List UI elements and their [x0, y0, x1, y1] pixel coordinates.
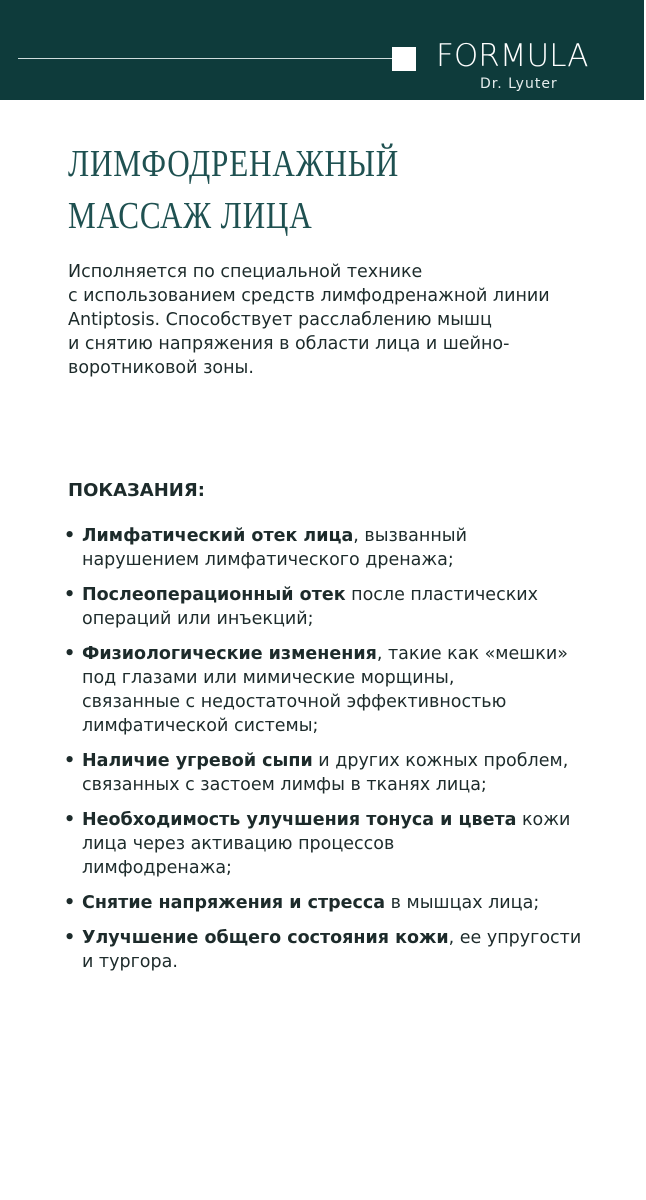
list-item [62, 749, 622, 797]
list-item [62, 926, 622, 974]
item-text: в мышцах лица; [385, 893, 540, 913]
brand-header [0, 0, 644, 100]
bullet-icon: • [64, 585, 76, 605]
item-bold: Лимфатический отек лица [82, 526, 354, 546]
item-bold: Снятие напряжения и стресса [82, 893, 386, 913]
bullet-icon: • [64, 893, 76, 913]
list-item [62, 891, 622, 915]
list-item [62, 583, 622, 631]
item-bold: Послеоперационный отек [82, 585, 346, 605]
brand-logo: FORMULA [436, 38, 589, 74]
indications-list [62, 524, 622, 985]
item-bold: Физиологические изменения [82, 644, 377, 664]
item-text: , ее упругости и тургора. [82, 928, 582, 972]
header-divider-line [18, 58, 392, 59]
page-title: ЛИМФОДРЕНАЖНЫЙ МАССАЖ ЛИЦА [68, 143, 400, 237]
item-bold: Наличие угревой сыпи [82, 751, 313, 771]
indications-heading: ПОКАЗАНИЯ: [68, 480, 205, 501]
item-text: кожи лица через активацию процессов лимфодренажа; [82, 810, 571, 878]
bullet-icon: • [64, 751, 76, 771]
item-text: , вызванный нарушением лимфатического дренажа; [82, 526, 467, 570]
bullet-icon: • [64, 526, 76, 546]
brand-subtitle: Dr. Lyuter [480, 76, 558, 92]
intro-paragraph: Исполняется по специальной технике с использованием средств лимфодренажной линии Antiptosis. Способствует расслаблению мышц и снятию напряжения в области лица и шейно- воротниковой зоны. [68, 262, 550, 378]
bullet-icon: • [64, 810, 76, 830]
bullet-icon: • [64, 928, 76, 948]
item-bold: Улучшение общего состояния кожи [82, 928, 449, 948]
list-item [62, 524, 622, 572]
item-text: после пластических операций или инъекций; [82, 585, 538, 629]
item-bold: Необходимость улучшения тонуса и цвета [82, 810, 517, 830]
item-text: , такие как «мешки» под глазами или мимические морщины, связанные с недостаточной эффективностью лимфатической системы; [82, 644, 568, 736]
logo-square-icon [392, 47, 416, 71]
bullet-icon: • [64, 644, 76, 664]
list-item [62, 642, 622, 738]
item-text: и других кожных проблем, связанных с застоем лимфы в тканях лица; [82, 751, 569, 795]
list-item [62, 808, 622, 880]
